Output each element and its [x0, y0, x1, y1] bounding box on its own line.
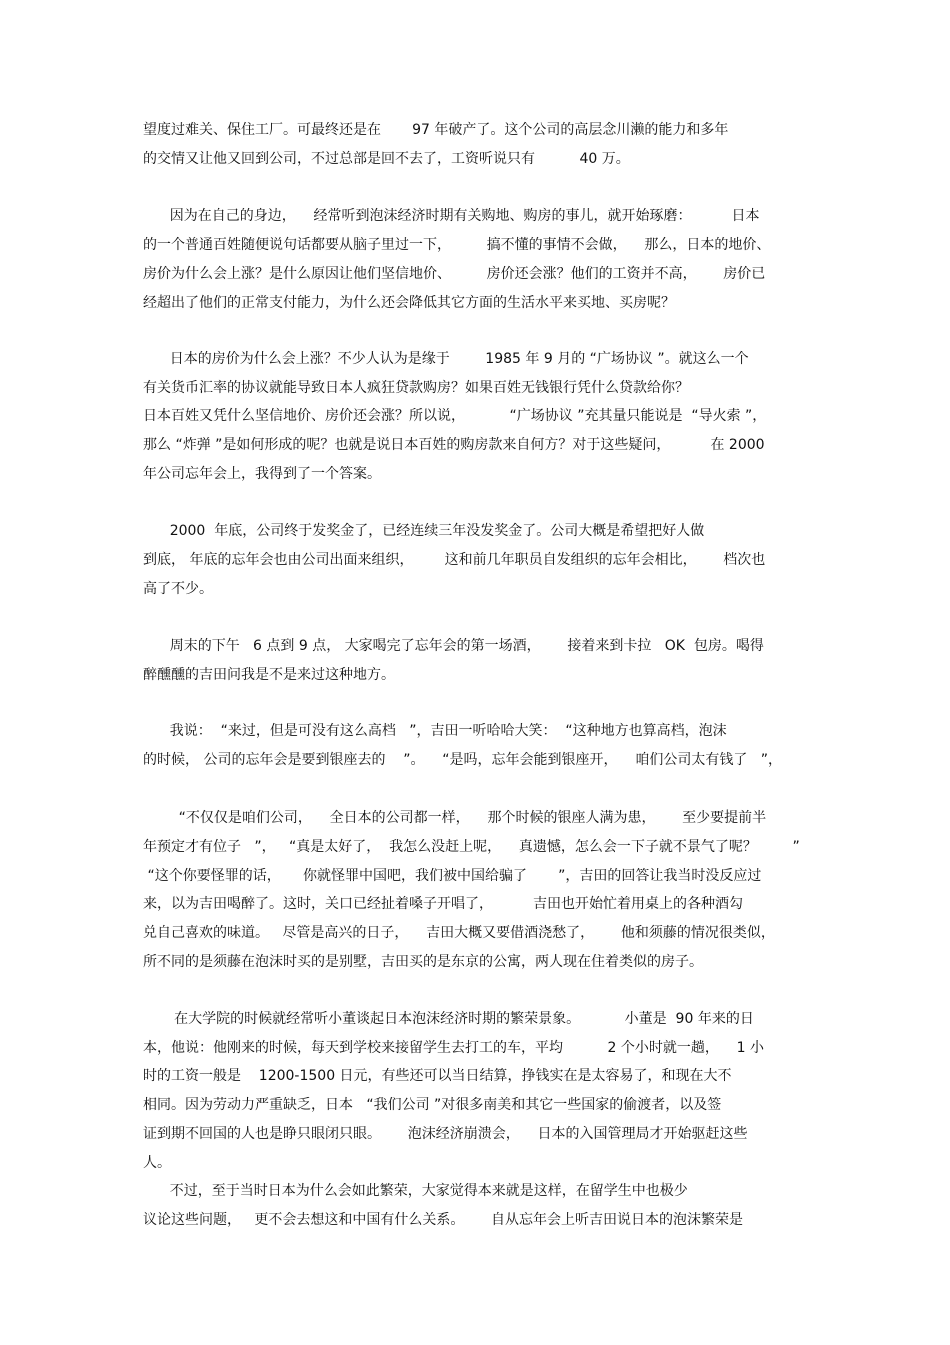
text-line: 时的工资一般是 1200-1500 日元，有些还可以当日结算，挣钱实在是太容易了，和现在大不	[143, 1068, 732, 1084]
text-line: 因为在自己的身边， 经常听到泡沫经济时期有关购地、购房的事儿，就开始琢磨： 日本	[143, 208, 760, 224]
text-line: 房价为什么会上涨？是什么原因让他们坚信地价、 房价还会涨？他们的工资并不高， 房价已	[143, 266, 766, 282]
text-line: 日本百姓又凭什么坚信地价、房价还会涨？所以说， “广场协议 ”充其量只能说是 “导火索 ”，	[143, 408, 767, 424]
text-line: 的时候， 公司的忘年会是要到银座去的 ”。 “是吗，忘年会能到银座开， 咱们公司太有钱了 ”，	[143, 752, 782, 768]
text-line: 议论这些问题， 更不会去想这和中国有什么关系。 自从忘年会上听吉田说日本的泡沫繁荣是	[143, 1212, 744, 1228]
text-line: 兑自己喜欢的味道。 尽管是高兴的日子， 吉田大概又要借酒浇愁了， 他和须藤的情况很类似，	[143, 925, 775, 941]
text-line: 的交情又让他又回到公司，不过总部是回不去了，工资听说只有 40 万。	[143, 151, 630, 167]
text-line: 年公司忘年会上，我得到了一个答案。	[143, 466, 381, 482]
text-line: 证到期不回国的人也是睁只眼闭只眼。 泡沫经济崩溃会， 日本的入国管理局才开始驱赶这些	[143, 1126, 748, 1142]
text-line: 年预定才有位子 ”， “真是太好了， 我怎么没赶上呢， 真遗憾，怎么会一下子就不景气了呢？ ”	[143, 839, 800, 855]
text-line: 在大学院的时候就经常听小董谈起日本泡沫经济时期的繁荣景象。 小董是 90 年来的日	[143, 1011, 754, 1027]
text-line: “不仅仅是咱们公司， 全日本的公司都一样， 那个时候的银座人满为患， 至少要提前半	[143, 810, 767, 826]
text-line: 来，以为吉田喝醉了。这时，关口已经扯着嗓子开唱了， 吉田也开始忙着用桌上的各种酒勾	[143, 896, 744, 912]
text-line: 有关货币汇率的协议就能导致日本人疯狂贷款购房？如果百姓无钱银行凭什么贷款给你？	[143, 380, 689, 396]
text-line: 经超出了他们的正常支付能力，为什么还会降低其它方面的生活水平来买地、买房呢？	[143, 295, 675, 311]
text-line: “这个你要怪罪的话， 你就怪罪中国吧，我们被中国给骗了 ”，吉田的回答让我当时没反应过	[143, 868, 762, 884]
text-line: 望度过难关、保住工厂。可最终还是在 97 年破产了。这个公司的高层念川濑的能力和多年	[143, 122, 729, 138]
text-line: 相同。因为劳动力严重缺乏，日本 “我们公司 ”对很多南美和其它一些国家的偷渡者，以及签	[143, 1097, 722, 1113]
text-line: 所不同的是须藤在泡沫时买的是别墅，吉田买的是东京的公寓，两人现在住着类似的房子。	[143, 954, 703, 970]
text-line: 的一个普通百姓随便说句话都要从脑子里过一下， 搞不懂的事情不会做， 那么，日本的地价、	[143, 237, 771, 253]
text-line: 日本的房价为什么会上涨？不少人认为是缘于 1985 年 9 月的 “广场协议 ”。就这么一个	[143, 351, 749, 367]
text-line: 本，他说：他刚来的时候，每天到学校来接留学生去打工的车，平均 2 个小时就一趟， 1 小	[143, 1040, 765, 1056]
text-line: 醉醺醺的吉田问我是不是来过这种地方。	[143, 667, 395, 683]
text-line: 人。	[143, 1155, 171, 1171]
text-line: 那么 “炸弹 ”是如何形成的呢？也就是说日本百姓的购房款来自何方？对于这些疑问， 在 2000	[143, 437, 765, 453]
text-line: 高了不少。	[143, 581, 213, 597]
text-line: 不过，至于当时日本为什么会如此繁荣，大家觉得本来就是这样，在留学生中也极少	[143, 1183, 688, 1199]
text-line: 周末的下午 6 点到 9 点， 大家喝完了忘年会的第一场酒， 接着来到卡拉 OK 包房。喝得	[143, 638, 764, 654]
text-line: 我说： “来过，但是可没有这么高档 ”，吉田一听哈哈大笑： “这种地方也算高档，泡沫	[143, 723, 727, 739]
text-line: 到底， 年底的忘年会也由公司出面来组织， 这和前几年职员自发组织的忘年会相比， 档次也	[143, 552, 766, 568]
text-line: 2000 年底，公司终于发奖金了，已经连续三年没发奖金了。公司大概是希望把好人做	[143, 523, 705, 539]
